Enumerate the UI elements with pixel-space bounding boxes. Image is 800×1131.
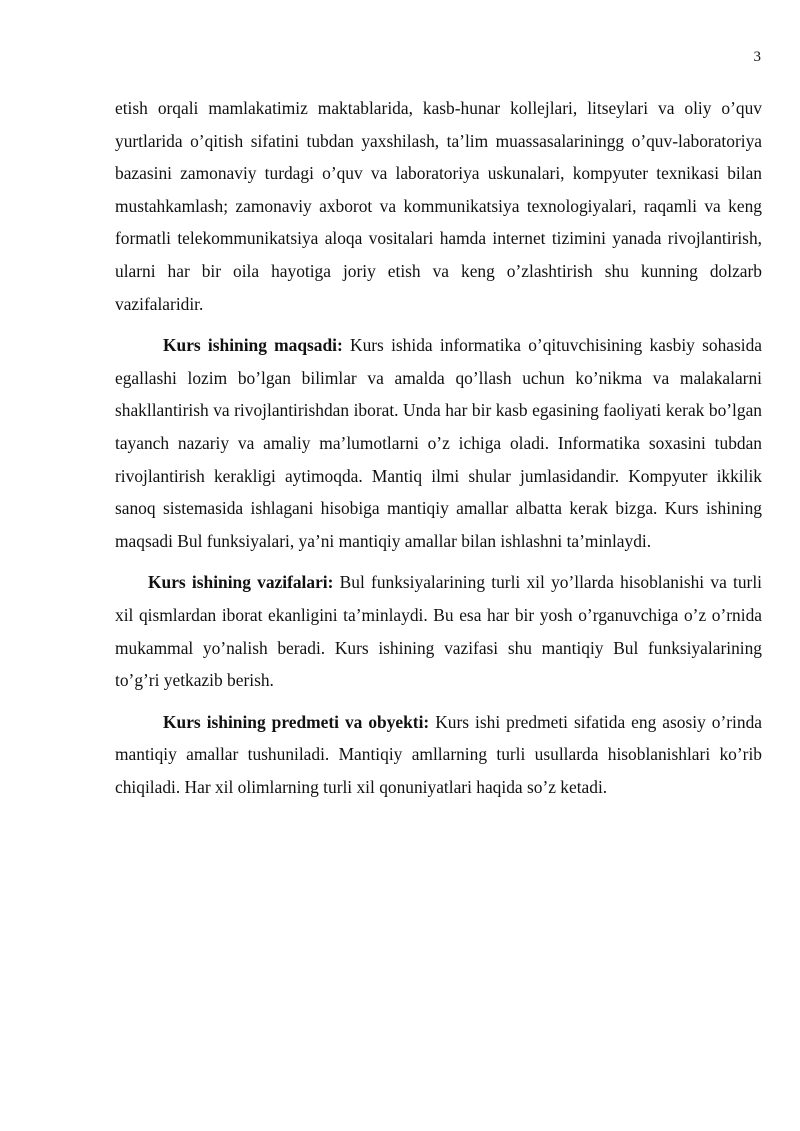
tasks-paragraph	[115, 566, 762, 696]
subject-heading: Kurs ishining predmeti va obyekti:	[163, 711, 430, 732]
subject-paragraph	[115, 706, 762, 804]
document-body	[115, 92, 762, 803]
tasks-text: Bul funksiyalarining turli xil yo’llarda hisoblanishi va turli xil qismlardan iborat ekanligini ta’minlaydi. Bu esa har bir yosh o’rganuvchiga o’z o’rnida mukammal yo’nalish beradi. Kurs ishining vazifasi shu mantiqiy Bul funksiyalarining to’g’ri yetkazib berish.	[115, 572, 763, 691]
intro-paragraph: etish orqali mamlakatimiz maktablarida, kasb-hunar kollejlari, litseylari va oliy o’quv yurtlarida o’qitish sifatini tubdan yaxshilash, ta’lim muassasalariningg o’quv-laboratoriya bazasini zamonaviy turdagi o’quv va laboratoriya uskunalari, kompyuter texnikasi bilan mustahkamlash; zamonaviy axborot va kommunikatsiya texnologiyalari, raqamli va keng formatli telekommunikatsiya aloqa vositalari hamda internet tizimini yanada rivojlantirish, ularni har bir oila hayotiga joriy etish va keng o’zlashtirish shu kunning dolzarb vazifalaridir.	[115, 98, 762, 314]
goal-paragraph	[115, 329, 762, 557]
tasks-heading: Kurs ishining vazifalari:	[148, 572, 334, 593]
goal-heading: Kurs ishining maqsadi:	[163, 335, 343, 356]
page-number: 3	[753, 49, 761, 65]
subject-text: Kurs ishi predmeti sifatida eng asosiy o’rinda mantiqiy amallar tushuniladi. Mantiqiy amllarning turli usullarda hisoblanishlari ko’rib chiqiladi. Har xil olimlarning turli xil qonuniyatlari haqida so’z ketadi.	[115, 711, 762, 797]
goal-text: Kurs ishida informatika o’qituvchisining kasbiy sohasida egallashi lozim bo’lgan bilimlar va amalda qo’llash uchun ko’nikma va malakalarni shakllantirish va rivojlantirishdan iborat. Unda har bir kasb egasining faoliyati kerak bo’lgan tayanch nazariy va amaliy ma’lumotlarni o’z ichiga oladi. Informatika soxasini tubdan rivojlantirish kerakligi aytimoqda. Mantiq ilmi shular jumlasidandir. Kompyuter ikkilik sanoq sistemasida ishlagani hisobiga mantiqiy amallar albatta kerak bizga. Kurs ishining maqsadi Bul funksiyalari, ya’ni mantiqiy amallar bilan ishlashni ta’minlaydi.	[115, 335, 762, 551]
